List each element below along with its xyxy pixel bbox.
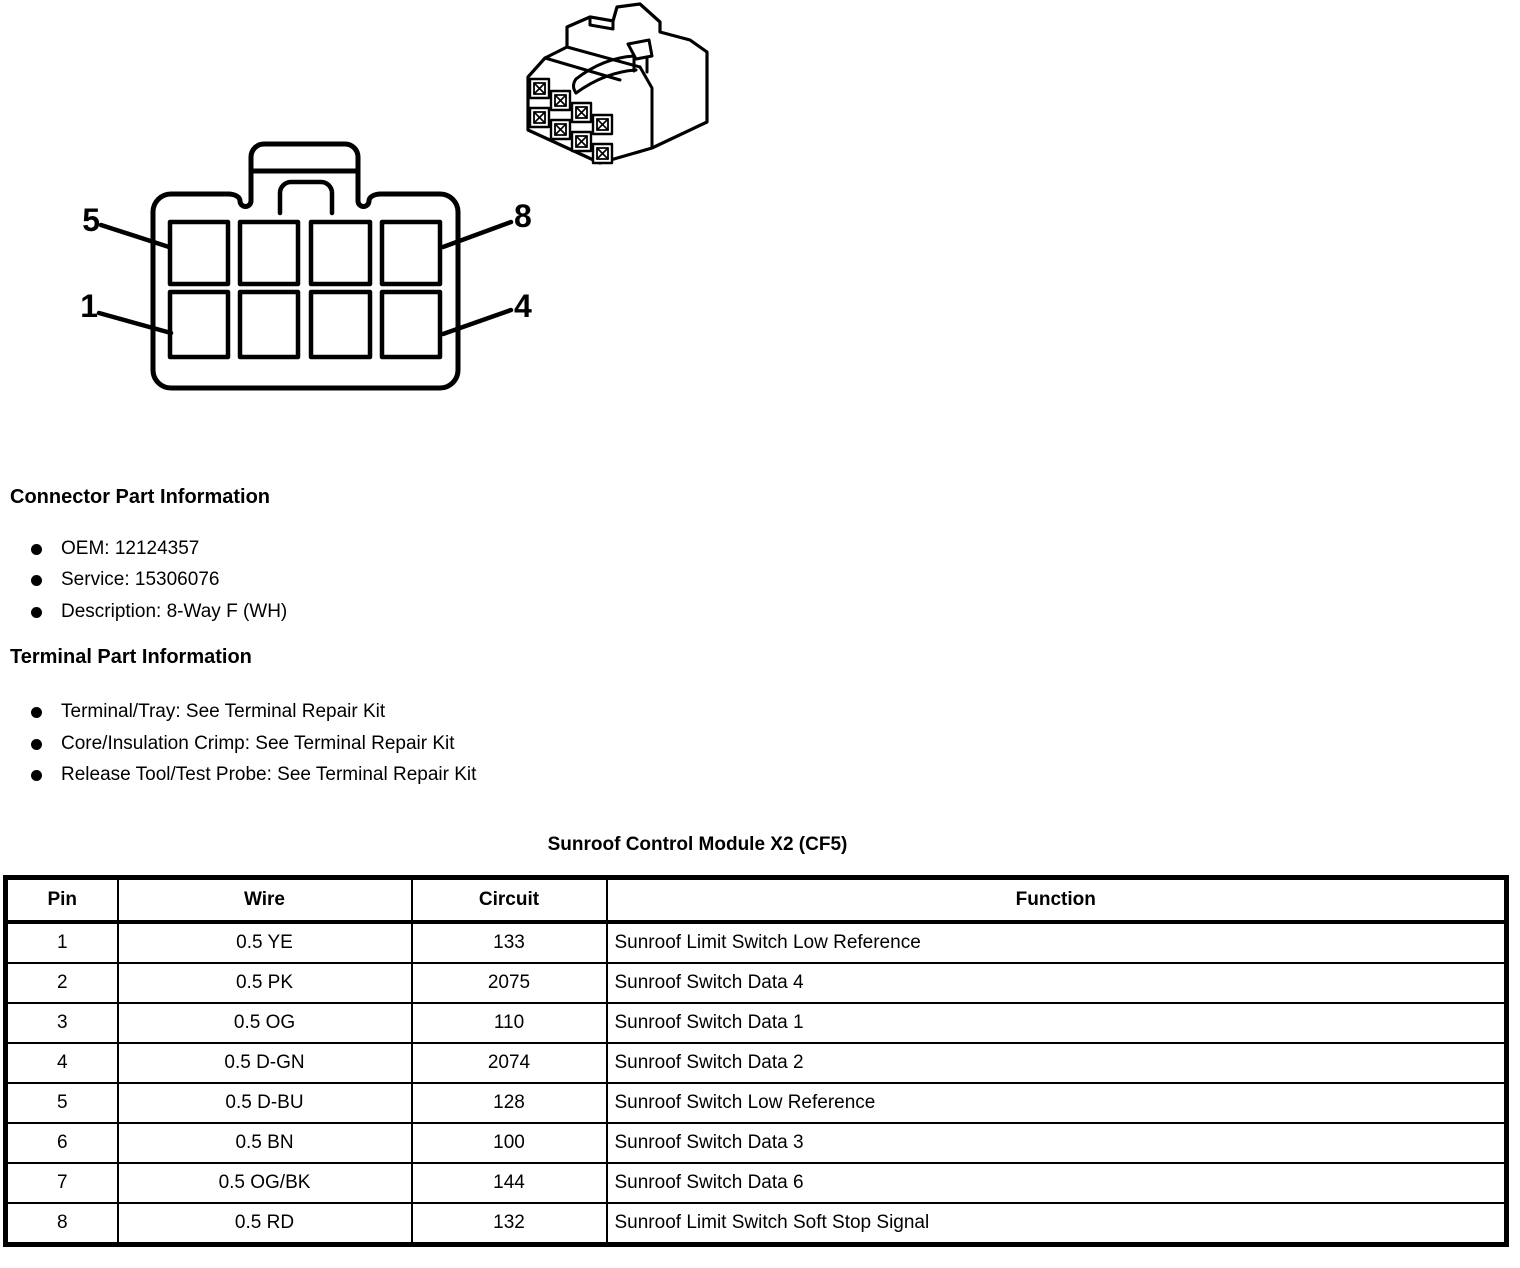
cell-function: Sunroof Limit Switch Soft Stop Signal [607, 1203, 1507, 1245]
cell-pin: 8 [6, 1203, 118, 1245]
bullet-icon [31, 575, 42, 586]
list-item-text: Service: 15306076 [61, 569, 220, 590]
cell-pin: 2 [6, 963, 118, 1003]
cell-circuit: 132 [412, 1203, 607, 1245]
iso-socket [530, 108, 549, 127]
table-row [6, 1003, 1507, 1043]
pin-label-8: 8 [514, 198, 532, 234]
cell-wire: 0.5 OG/BK [118, 1163, 412, 1203]
iso-socket [551, 120, 570, 139]
table-header-row [6, 878, 1507, 923]
connector-part-info-heading: Connector Part Information [10, 486, 271, 508]
list-item-text: Release Tool/Test Probe: See Terminal Repair Kit [61, 764, 477, 785]
iso-socket [593, 144, 612, 163]
iso-socket [572, 132, 591, 151]
table-row [6, 922, 1507, 963]
column-header-function: Function [607, 878, 1507, 923]
pinout-table [3, 875, 1509, 1247]
cell-circuit: 133 [412, 922, 607, 963]
table-row [6, 963, 1507, 1003]
list-item-text: Description: 8-Way F (WH) [61, 601, 288, 622]
cell-function: Sunroof Switch Data 2 [607, 1043, 1507, 1083]
cell-wire: 0.5 RD [118, 1203, 412, 1245]
pin-label-5: 5 [82, 202, 100, 238]
connector-isometric-view [528, 4, 707, 163]
cell-circuit: 2075 [412, 963, 607, 1003]
cell-circuit: 144 [412, 1163, 607, 1203]
pin-label-4: 4 [514, 288, 532, 324]
terminal-part-info-heading: Terminal Part Information [10, 646, 252, 668]
bullet-icon [31, 607, 42, 618]
cell-circuit: 128 [412, 1083, 607, 1123]
table-row [6, 1083, 1507, 1123]
cell-circuit: 2074 [412, 1043, 607, 1083]
cell-pin: 1 [6, 922, 118, 963]
list-item-description [31, 600, 287, 624]
iso-socket [593, 115, 612, 134]
iso-socket [530, 79, 549, 98]
pinout-table-title: Sunroof Control Module X2 (CF5) [547, 834, 848, 855]
cell-pin: 7 [6, 1163, 118, 1203]
cell-pin: 5 [6, 1083, 118, 1123]
list-item-release-tool-test-probe [31, 763, 476, 787]
cell-circuit: 100 [412, 1123, 607, 1163]
iso-socket [572, 103, 591, 122]
cell-circuit: 110 [412, 1003, 607, 1043]
cell-pin: 3 [6, 1003, 118, 1043]
bullet-icon [31, 770, 42, 781]
cell-wire: 0.5 YE [118, 922, 412, 963]
list-item-core-insulation-crimp [31, 732, 455, 756]
cell-wire: 0.5 OG [118, 1003, 412, 1043]
connector-figure [0, 0, 1520, 470]
table-row [6, 1043, 1507, 1083]
cell-function: Sunroof Switch Data 4 [607, 963, 1507, 1003]
bullet-icon [31, 544, 42, 555]
bullet-icon [31, 739, 42, 750]
cell-pin: 4 [6, 1043, 118, 1083]
list-item-text: Terminal/Tray: See Terminal Repair Kit [61, 701, 386, 722]
cell-wire: 0.5 PK [118, 963, 412, 1003]
column-header-pin: Pin [6, 878, 118, 923]
cell-wire: 0.5 BN [118, 1123, 412, 1163]
table-row [6, 1203, 1507, 1245]
list-item-text: OEM: 12124357 [61, 538, 200, 559]
cell-wire: 0.5 D-BU [118, 1083, 412, 1123]
list-item-service [31, 568, 219, 592]
pin-label-1: 1 [80, 288, 98, 324]
cell-wire: 0.5 D-GN [118, 1043, 412, 1083]
cell-function: Sunroof Switch Data 6 [607, 1163, 1507, 1203]
table-row [6, 1123, 1507, 1163]
column-header-circuit: Circuit [412, 878, 607, 923]
cell-function: Sunroof Switch Data 3 [607, 1123, 1507, 1163]
cell-function: Sunroof Switch Data 1 [607, 1003, 1507, 1043]
cell-pin: 6 [6, 1123, 118, 1163]
connector-front-view [99, 144, 511, 388]
list-item-text: Core/Insulation Crimp: See Terminal Repair Kit [61, 733, 455, 754]
table-row [6, 1163, 1507, 1203]
column-header-wire: Wire [118, 878, 412, 923]
cell-function: Sunroof Limit Switch Low Reference [607, 922, 1507, 963]
list-item-terminal-tray [31, 700, 385, 724]
bullet-icon [31, 707, 42, 718]
iso-socket [551, 91, 570, 110]
list-item-oem [31, 537, 199, 561]
cell-function: Sunroof Switch Low Reference [607, 1083, 1507, 1123]
